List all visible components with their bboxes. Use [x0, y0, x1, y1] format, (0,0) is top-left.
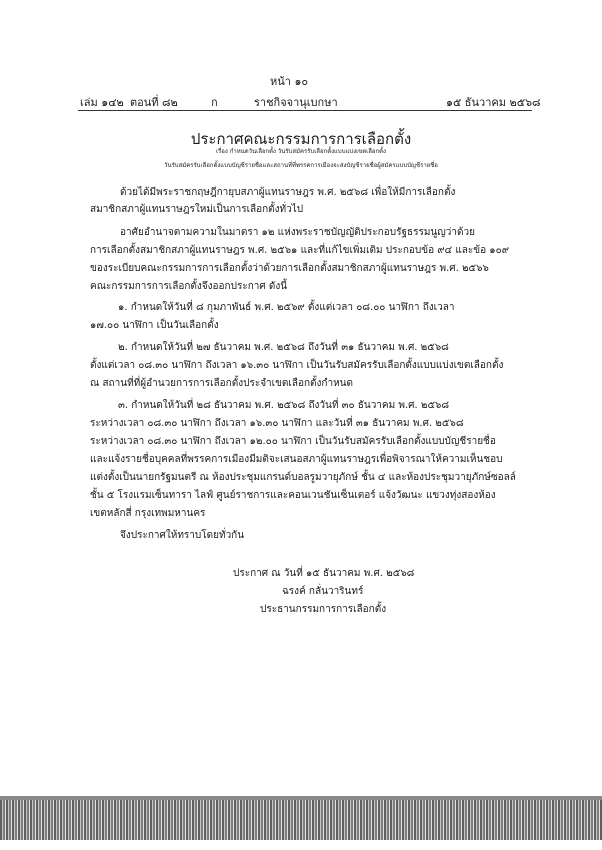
body-line: ของระเบียบคณะกรรมการการเลือกตั้งว่าด้วยการเลือกตั้งสมาชิกสภาผู้แทนราษฎร พ.ศ. ๒๕๖๖	[90, 263, 489, 274]
item-3-line: ๓. กำหนดให้วันที่ ๒๘ ธันวาคม พ.ศ. ๒๕๖๘ ถึงวันที่ ๓๐ ธันวาคม พ.ศ. ๒๕๖๘	[118, 400, 450, 411]
given-date: ประกาศ ณ วันที่ ๑๕ ธันวาคม พ.ศ. ๒๕๖๘	[233, 568, 415, 579]
item-3-line: ระหว่างเวลา ๐๘.๓๐ นาฬิกา ถึงเวลา ๑๒.๐๐ นาฬิกา เป็นวันรับสมัครรับเลือกตั้งแบบบัญชีรายชื่อ	[90, 436, 496, 447]
closing-line: จึงประกาศให้ทราบโดยทั่วกัน	[120, 530, 245, 541]
subject-line-2: วันรับสมัครรับเลือกตั้งแบบบัญชีรายชื่อและสถานที่ที่พรรคการเมืองจะส่งบัญชีรายชื่อผู้สมัครแบบบัญชีรายชื่อ	[164, 162, 438, 169]
item-1-line: ๑๗.๐๐ นาฬิกา เป็นวันเลือกตั้ง	[90, 320, 219, 331]
gazette-date: ๑๕ ธันวาคม ๒๕๖๘	[446, 96, 541, 109]
page-number: หน้า ๑๐	[270, 75, 309, 88]
item-3-line: และแจ้งรายชื่อบุคคลที่พรรคการเมืองมีมติจะเสนอสภาผู้แทนราษฎรเพื่อพิจารณาให้ความเห็นชอบ	[90, 454, 503, 465]
subject-line-1: เรื่อง กำหนดวันเลือกตั้ง วันรับสมัครรับเลือกตั้งแบบแบ่งเขตเลือกตั้ง	[216, 148, 386, 155]
section-label: ก	[211, 96, 218, 109]
body-line: ด้วยได้มีพระราชกฤษฎีกายุบสภาผู้แทนราษฎร พ.ศ. ๒๕๖๘ เพื่อให้มีการเลือกตั้ง	[120, 187, 456, 198]
header-rule	[78, 110, 532, 111]
body-line: คณะกรรมการการเลือกตั้งจึงออกประกาศ ดังนี้	[90, 281, 288, 292]
issue-label: ตอนที่ ๘๒	[130, 96, 178, 109]
item-3-line: เขตหลักสี่ กรุงเทพมหานคร	[90, 508, 206, 519]
item-3-line: ชั้น ๕ โรงแรมเซ็นทารา ไลฟ์ ศูนย์ราชการและคอนเวนชันเซ็นเตอร์ แจ้งวัฒนะ แขวงทุ่งสองห้อง	[90, 490, 496, 501]
gazette-name: ราชกิจจานุเบกษา	[254, 96, 338, 109]
item-2-line: ตั้งแต่เวลา ๐๘.๓๐ นาฬิกา ถึงเวลา ๑๖.๓๐ นาฬิกา เป็นวันรับสมัครรับเลือกตั้งแบบแบ่งเขตเลือกตั้ง	[90, 360, 504, 371]
body-line: สมาชิกสภาผู้แทนราษฎรใหม่เป็นการเลือกตั้งทั่วไป	[90, 204, 304, 215]
volume-label: เล่ม ๑๔๒	[80, 96, 124, 109]
item-2-line: ๒. กำหนดให้วันที่ ๒๗ ธันวาคม พ.ศ. ๒๕๖๘ ถึงวันที่ ๓๑ ธันวาคม พ.ศ. ๒๕๖๘	[118, 342, 449, 353]
signatory-name: ฉรงค์ กลั่นวารินทร์	[282, 586, 364, 597]
scan-noise-band	[0, 800, 602, 840]
signatory-position: ประธานกรรมการการเลือกตั้ง	[260, 604, 387, 615]
item-2-line: ณ สถานที่ที่ผู้อำนวยการการเลือกตั้งประจำเขตเลือกตั้งกำหนด	[90, 378, 353, 389]
item-1-line: ๑. กำหนดให้วันที่ ๘ กุมภาพันธ์ พ.ศ. ๒๕๖๙ ตั้งแต่เวลา ๐๘.๐๐ นาฬิกา ถึงเวลา	[118, 302, 455, 313]
item-3-line: ระหว่างเวลา ๐๘.๓๐ นาฬิกา ถึงเวลา ๑๖.๓๐ นาฬิกา และวันที่ ๓๑ ธันวาคม พ.ศ. ๒๕๖๘	[90, 418, 464, 429]
body-line: อาศัยอำนาจตามความในมาตรา ๑๒ แห่งพระราชบัญญัติประกอบรัฐธรรมนูญว่าด้วย	[120, 227, 475, 238]
item-3-line: แต่งตั้งเป็นนายกรัฐมนตรี ณ ห้องประชุมแกรนด์บอลรูมวายุภักษ์ ชั้น ๔ และห้องประชุมวายุภักษ์ซอลล์	[90, 472, 516, 483]
body-line: การเลือกตั้งสมาชิกสภาผู้แทนราษฎร พ.ศ. ๒๕๖๑ และที่แก้ไขเพิ่มเติม ประกอบข้อ ๙๔ และข้อ ๑๐๙	[90, 245, 510, 256]
announcement-title: ประกาศคณะกรรมการการเลือกตั้ง	[190, 130, 412, 148]
